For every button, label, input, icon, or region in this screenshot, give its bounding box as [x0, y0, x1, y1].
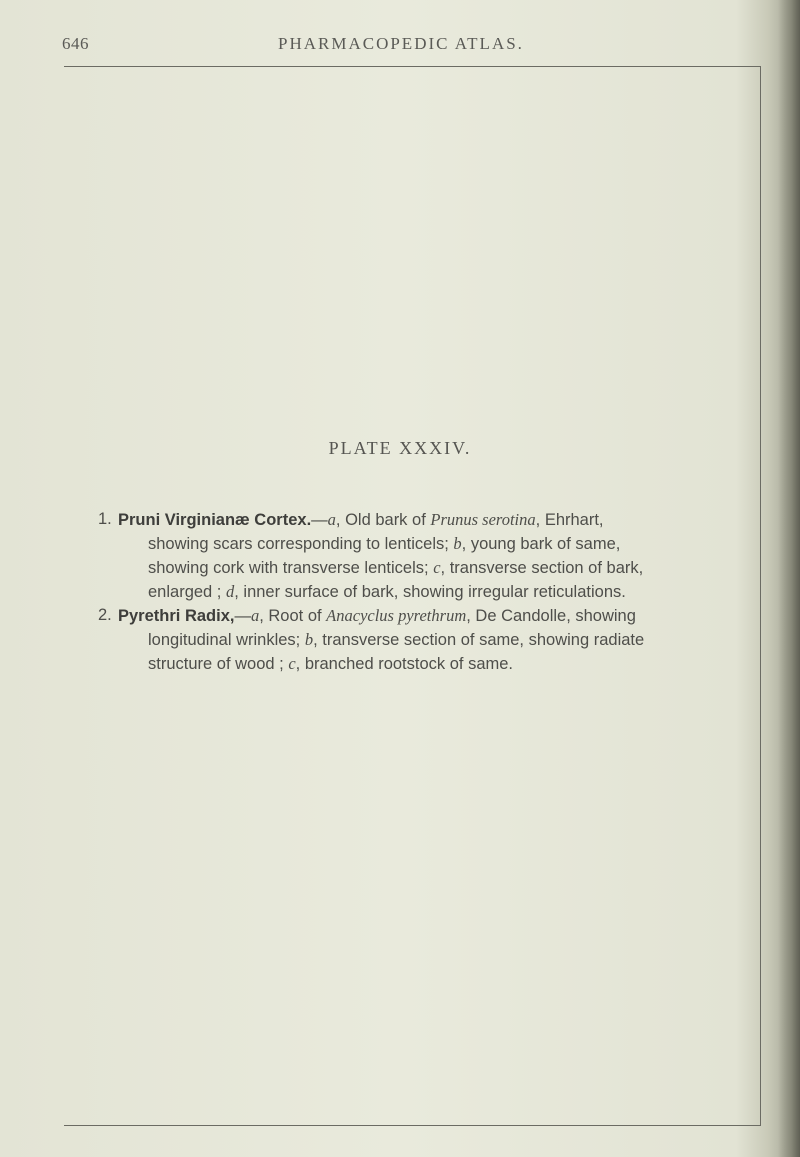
entry-heading: Pruni Virginianæ Cortex.	[118, 511, 312, 529]
species-name: Prunus serotina	[430, 510, 536, 529]
entry-line: showing scars corresponding to lenticels; b, young bark of same,	[148, 534, 621, 553]
plate-title: PLATE XXXIV.	[328, 438, 472, 458]
page-number: 646	[62, 34, 89, 53]
entry-heading: Pyrethri Radix,	[118, 607, 235, 625]
page-edge-shadow	[778, 0, 800, 1157]
running-head: PHARMACOPEDIC ATLAS.	[278, 34, 524, 53]
entry-line: longitudinal wrinkles; b, transverse section of same, showing radiate	[148, 630, 645, 649]
species-name: Anacyclus pyrethrum	[326, 606, 467, 625]
entry-number: 2.	[98, 606, 112, 624]
entry-line: enlarged ; d, inner surface of bark, showing irregular reticulations.	[148, 582, 626, 601]
plate-entry-2	[98, 604, 746, 676]
entry-line: showing cork with transverse lenticels; c, transverse section of bark,	[148, 558, 644, 577]
plate-entry-1	[98, 508, 746, 604]
entry-number: 1.	[98, 510, 112, 528]
entry-line: Pruni Virginianæ Cortex.—a, Old bark of Prunus serotina, Ehrhart,	[118, 510, 604, 529]
entry-line: structure of wood ; c, branched rootstock of same.	[148, 654, 514, 673]
entry-line: Pyrethri Radix,—a, Root of Anacyclus pyrethrum, De Candolle, showing	[118, 606, 636, 625]
